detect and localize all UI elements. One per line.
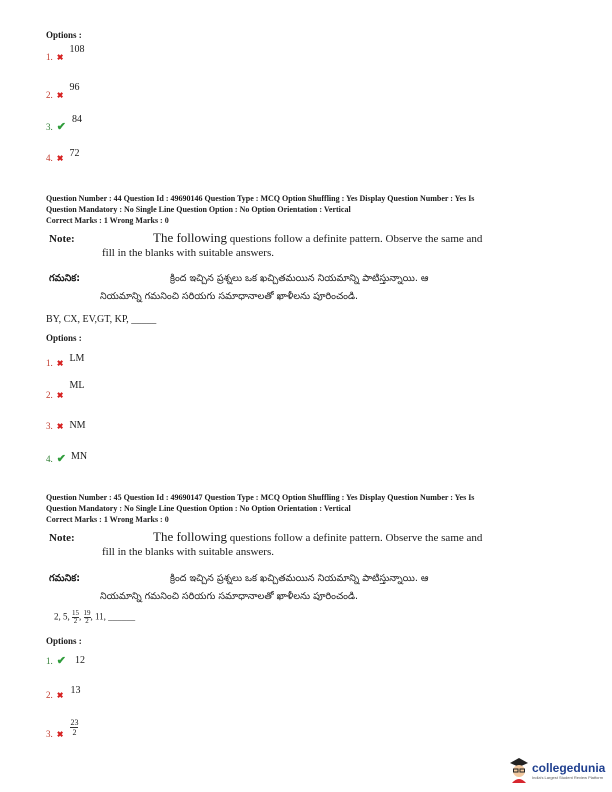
question-meta-line1: Question Number : 45 Question Id : 49690147 Question Type : MCQ Option Shuffling : Yes Display Question Number : Yes Is	[46, 493, 475, 502]
option-number: 4.	[46, 454, 53, 464]
option-value: MN	[70, 451, 88, 462]
option-3	[46, 416, 84, 434]
options-heading: Options :	[46, 30, 82, 40]
option-value: LM	[69, 353, 85, 364]
option-number: 3.	[46, 729, 53, 740]
note-text-line1	[153, 529, 482, 546]
option-number: 2.	[46, 90, 53, 100]
option-3	[46, 718, 79, 743]
question-meta-line2: Question Mandatory : No Single Line Question Option : No Option Orientation : Vertical	[46, 504, 351, 513]
check-icon: ✔	[56, 655, 66, 667]
question-marks: Correct Marks : 1 Wrong Marks : 0	[46, 216, 169, 225]
option-2	[46, 82, 80, 103]
option-number: 2.	[46, 390, 53, 400]
option-2	[46, 685, 81, 703]
question-meta-line2: Question Mandatory : No Single Line Question Option : No Option Orientation : Vertical	[46, 205, 351, 214]
option-value: 84	[71, 114, 82, 125]
option-1	[46, 44, 85, 65]
note-label: Note:	[49, 233, 75, 245]
logo-tagline: India's Largest Student Review Platform	[532, 774, 604, 780]
cross-icon: ✖	[56, 730, 64, 740]
cross-icon: ✖	[56, 359, 64, 368]
option-value: 12	[74, 655, 85, 666]
option-number: 3.	[46, 122, 53, 132]
note-label: Note:	[49, 532, 75, 544]
option-number: 4.	[46, 153, 53, 163]
option-fraction	[70, 718, 78, 737]
cross-icon: ✖	[56, 691, 64, 700]
option-2	[46, 380, 85, 403]
fraction-numerator: 19	[83, 609, 91, 617]
cross-icon: ✖	[56, 422, 64, 431]
option-value: ML	[69, 380, 85, 391]
option-4	[46, 148, 80, 166]
question-meta-line1: Question Number : 44 Question Id : 49690146 Question Type : MCQ Option Shuffling : Yes Display Question Number : Yes Is	[46, 194, 475, 203]
option-number: 1.	[46, 656, 53, 666]
fraction-denominator: 2	[85, 617, 89, 625]
mascot-icon	[508, 757, 530, 783]
option-3	[46, 114, 82, 135]
fraction-1	[72, 610, 79, 625]
logo-brand: collegedunia	[532, 760, 606, 775]
option-value: NM	[69, 420, 86, 431]
fraction-denominator: 2	[73, 617, 78, 625]
cross-icon: ✖	[56, 154, 64, 163]
option-value: 108	[69, 44, 85, 55]
fraction-numerator: 23	[70, 718, 79, 727]
note-lead: The following	[153, 529, 228, 544]
option-4	[46, 449, 86, 467]
fraction-denominator: 2	[72, 728, 77, 737]
question-marks: Correct Marks : 1 Wrong Marks : 0	[46, 515, 169, 524]
telugu-note-label: గమనిక:	[49, 573, 81, 584]
option-number: 3.	[46, 421, 53, 431]
question-suffix: 11, ______	[92, 611, 136, 622]
telugu-note-label: గమనిక:	[49, 273, 81, 284]
collegedunia-logo	[508, 757, 605, 783]
note-rest: questions follow a definite pattern. Observe the same and	[227, 532, 483, 544]
note-rest: questions follow a definite pattern. Observe the same and	[227, 233, 483, 245]
cross-icon: ✖	[56, 91, 64, 100]
note-lead: The following	[153, 230, 228, 245]
telugu-note-line2: నియమాన్ని గమనించి సరియగు సమాధానాలతో ఖాళీలను పూరించండి.	[100, 291, 359, 302]
option-number: 2.	[46, 690, 53, 700]
note-text-line2: fill in the blanks with suitable answers.	[102, 546, 274, 558]
question-text: BY, CX, EV,GT, KP, _____	[46, 314, 157, 325]
cross-icon: ✖	[56, 391, 64, 400]
fraction-numerator: 15	[72, 609, 79, 617]
option-number: 1.	[46, 358, 53, 368]
telugu-note-line1: క్రింద ఇచ్చిన ప్రశ్నలు ఒక ఖచ్చితమయిన నియమాన్ని పాటిస్తున్నాయి. ఆ	[170, 573, 429, 584]
option-1	[46, 353, 85, 371]
option-value: 96	[69, 82, 80, 93]
option-value: 72	[69, 148, 80, 159]
check-icon: ✔	[56, 121, 66, 133]
cross-icon: ✖	[56, 53, 64, 62]
options-heading: Options :	[46, 333, 82, 343]
option-1	[46, 651, 85, 669]
fraction-2	[84, 610, 91, 625]
options-heading: Options :	[46, 636, 82, 646]
telugu-note-line2: నియమాన్ని గమనించి సరియగు సమాధానాలతో ఖాళీలను పూరించండి.	[100, 591, 359, 602]
note-text-line1	[153, 230, 482, 247]
telugu-note-line1: క్రింద ఇచ్చిన ప్రశ్నలు ఒక ఖచ్చితమయిన నియమాన్ని పాటిస్తున్నాయి. ఆ	[170, 273, 429, 284]
option-value: 13	[70, 685, 81, 696]
note-text-line2: fill in the blanks with suitable answers.	[102, 247, 274, 259]
question-prefix: 2, 5,	[54, 611, 72, 622]
question-text: 2, 5, $\frac{15}{2}$ , $\frac{19}{2}$ , 11, ______	[54, 609, 136, 625]
check-icon: ✔	[56, 453, 66, 465]
option-number: 1.	[46, 52, 53, 62]
